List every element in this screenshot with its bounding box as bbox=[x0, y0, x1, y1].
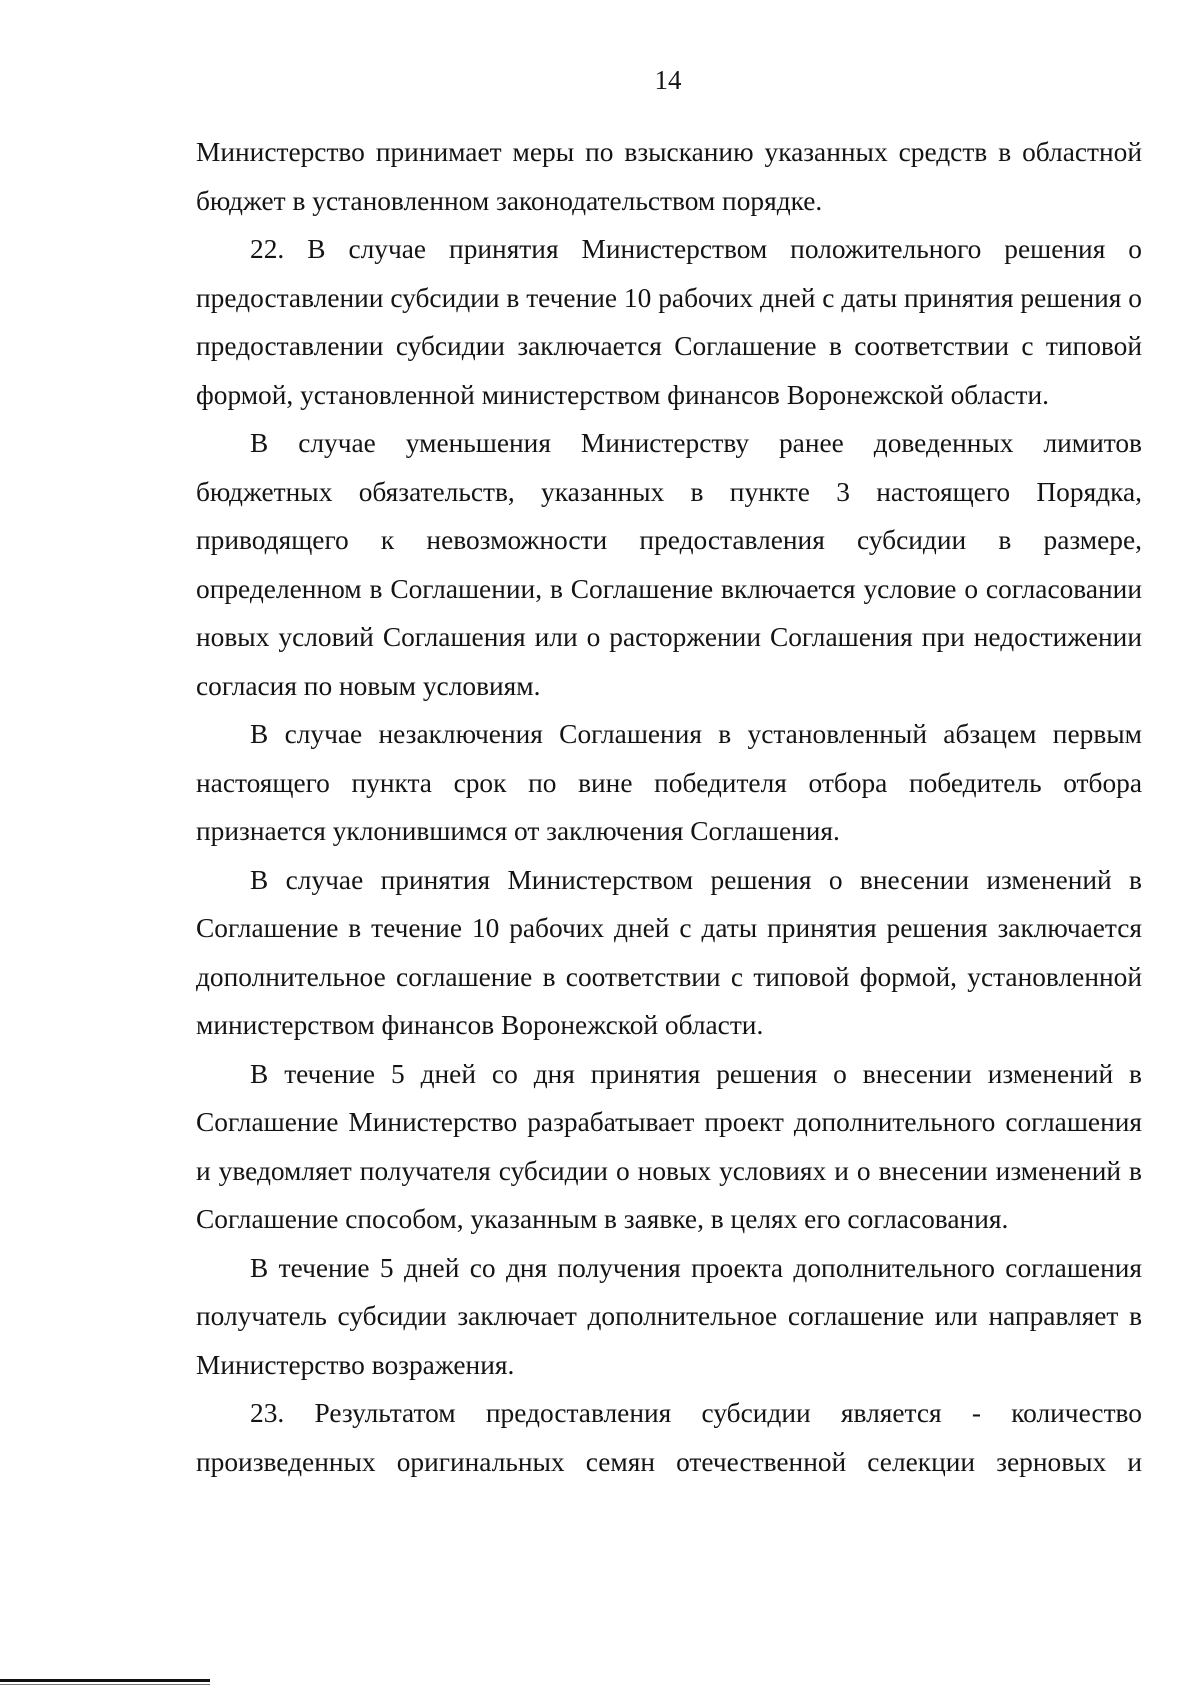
paragraph: В случае принятия Министерством решения о внесении изменений в Соглашение в течение 10 рабочих дней с даты принятия решения заключается дополнительное соглашение в соответствии с типовой формой, установленной министерством финансов Воронежской области. bbox=[196, 864, 1142, 1040]
paragraph: 22. В случае принятия Министерством положительного решения о предоставлении субсидии в течение 10 рабочих дней с даты принятия решения о предоставлении субсидии заключается Соглашение в соответствии с типовой формой, установленной министерством финансов Воронежской области. bbox=[196, 234, 1142, 410]
footer-rule-shadow bbox=[0, 1684, 210, 1685]
paragraph: В случае незаключения Соглашения в установленный абзацем первым настоящего пункта срок по вине победителя отбора победитель отбора признается уклонившимся от заключения Соглашения. bbox=[196, 719, 1142, 846]
paragraph: В случае уменьшения Министерству ранее доведенных лимитов бюджетных обязательств, указанных в пункте 3 настоящего Порядка, приводящего к невозможности предоставления субсидии в размере, определенном в Соглашении, в Соглашение включается условие о согласовании новых условий Соглашения или о расторжении Соглашения при недостижении согласия по новым условиям. bbox=[196, 428, 1142, 701]
paragraph: Министерство принимает меры по взысканию указанных средств в областной бюджет в установленном законодательством порядке. bbox=[196, 137, 1142, 216]
document-body bbox=[196, 128, 1142, 1486]
page-number: 14 bbox=[654, 65, 682, 95]
paragraph: В течение 5 дней со дня принятия решения о внесении изменений в Соглашение Министерство разрабатывает проект дополнительного соглашения и уведомляет получателя субсидии о новых условиях и о внесении изменений в Соглашение способом, указанным в заявке, в целях его согласования. bbox=[196, 1058, 1142, 1234]
footer-rule bbox=[0, 1679, 210, 1682]
paragraph: В течение 5 дней со дня получения проекта дополнительного соглашения получатель субсидии заключает дополнительное соглашение или направляет в Министерство возражения. bbox=[196, 1252, 1142, 1380]
paragraph: 23. Результатом предоставления субсидии является - количество произведенных оригинальных семян отечественной селекции зерновых и bbox=[196, 1398, 1142, 1477]
